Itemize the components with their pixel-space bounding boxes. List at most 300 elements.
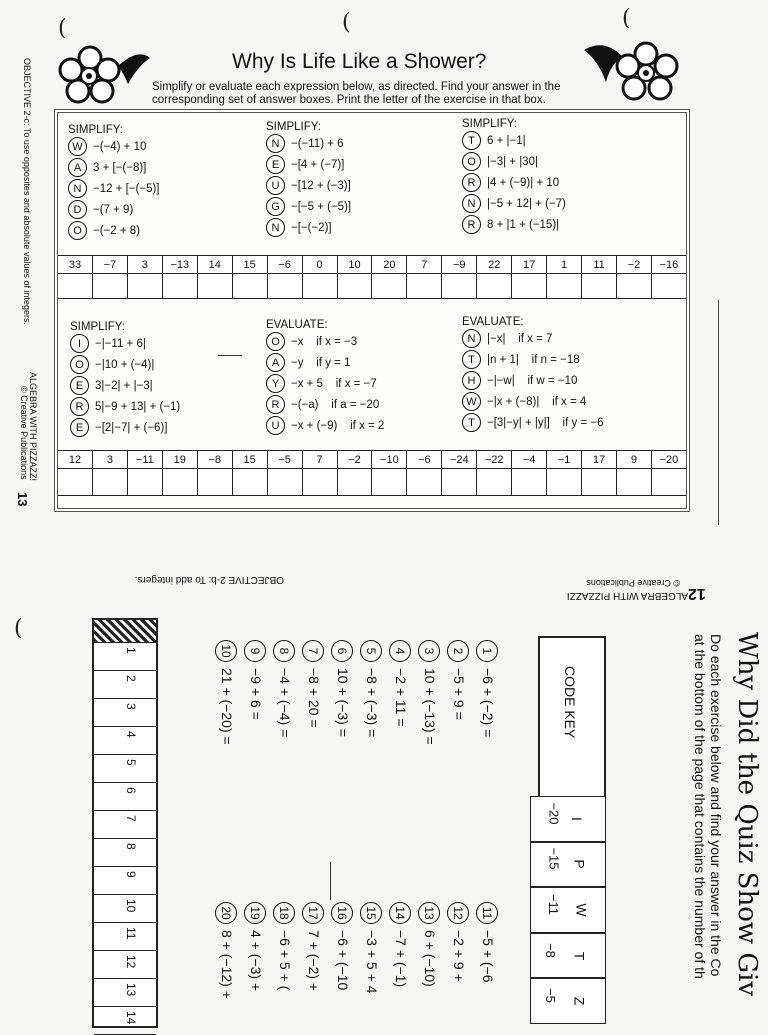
answer-value: 3 — [93, 451, 127, 469]
answer-box[interactable] — [547, 256, 582, 298]
code-key-value: −8 — [542, 942, 558, 958]
answer-value: 0 — [303, 256, 337, 274]
exercise-number: 10 — [215, 640, 237, 662]
exercise-expression: 7 + (−2) + — [306, 930, 322, 992]
exercise-item — [266, 217, 456, 238]
exercise-number: 15 — [360, 902, 382, 924]
code-key-grid — [530, 796, 606, 1024]
exercise-number: 14 — [389, 902, 411, 924]
exercise-number: 2 — [447, 640, 469, 662]
letter-circle: H — [462, 371, 481, 390]
answer-box[interactable] — [268, 256, 303, 298]
punch-hole-left: ( — [58, 16, 67, 41]
expression: −|10 + (−4)| — [95, 358, 155, 371]
flower-icon-right — [584, 40, 684, 108]
expression: −(−a) if a = −20 — [291, 398, 380, 411]
strip-cells — [94, 643, 156, 1035]
sidebar-objective: OBJECTIVE 2-c: To use opposites and absolute values of integers. — [22, 58, 32, 325]
exercise-expression: −4 + (−4) = — [277, 668, 293, 738]
section-bottom-2 — [266, 319, 456, 436]
exercise-item — [70, 354, 260, 375]
item-list — [462, 328, 682, 433]
sidebar-publisher: © Creative Publications — [19, 386, 29, 480]
quiz-exercise — [447, 640, 469, 720]
page-title-rotated: Why Did the Quiz Show Giv — [732, 632, 762, 997]
strip-number: 6 — [124, 787, 138, 794]
answer-value: 19 — [163, 451, 197, 469]
section-heading: EVALUATE: — [462, 316, 524, 328]
section-bottom-3 — [462, 316, 682, 433]
expression: −12 + [−(−5)] — [93, 182, 160, 195]
strip-number: 11 — [124, 927, 138, 940]
section-bottom-1 — [70, 321, 260, 438]
exercise-item — [462, 214, 677, 235]
punch-hole-bottom: ( — [14, 616, 23, 641]
exercise-item — [462, 370, 682, 391]
answer-value: 1 — [547, 256, 581, 274]
answer-box[interactable] — [58, 451, 93, 495]
answer-boxes-bottom — [58, 450, 686, 496]
exercise-expression: 6 + (−10) — [422, 930, 438, 987]
exercise-number: 8 — [273, 640, 295, 662]
letter-circle: O — [68, 221, 87, 240]
strip-cell[interactable] — [94, 671, 156, 699]
exercise-expression: −7 + (−1) — [393, 930, 409, 988]
sidebar-book: ALGEBRA WITH PIZZAZZ! — [28, 372, 38, 482]
exercise-number: 7 — [302, 640, 324, 662]
exercise-item — [462, 193, 677, 214]
answer-value: 11 — [582, 256, 616, 274]
quiz-exercise — [215, 640, 237, 745]
exercise-number: 5 — [360, 640, 382, 662]
letter-circle: N — [266, 218, 285, 237]
letter-circle: W — [68, 137, 87, 156]
exercise-column-right — [200, 902, 500, 1024]
letter-circle: R — [70, 397, 89, 416]
answer-box[interactable] — [198, 451, 233, 495]
exercise-item — [266, 175, 456, 196]
instructions: Simplify or evaluate each expression below, as directed. Find your answer in the corresponding set of answer boxes. Print the letter of the exercise in that box. — [152, 81, 561, 106]
answer-box[interactable] — [128, 451, 163, 495]
expression: −|−11 + 6| — [95, 337, 146, 350]
exercise-item — [462, 391, 682, 412]
exercise-item — [462, 412, 682, 433]
expression: 6 + |−1| — [487, 134, 526, 147]
letter-circle: Y — [266, 374, 285, 393]
exercise-expression: 21 + (−20) = — [219, 668, 235, 745]
letter-circle: N — [462, 329, 481, 348]
divider-line — [330, 862, 331, 900]
exercise-expression: −6 + 5 + ( — [277, 930, 293, 991]
expression: −(−4) + 10 — [93, 140, 147, 153]
strip-number: 14 — [124, 1011, 138, 1025]
code-key-row — [530, 796, 606, 842]
exercise-item — [462, 130, 677, 151]
objective-upside-down: OBJECTIVE 2-b: To add integers. — [134, 574, 284, 585]
exercise-expression: 10 + (−13) = — [422, 668, 438, 745]
margin-line — [718, 300, 719, 525]
section-top-3 — [462, 118, 677, 235]
strip-cell[interactable] — [94, 951, 156, 979]
code-key-letter: I — [568, 816, 585, 821]
letter-circle: I — [70, 334, 89, 353]
answer-value: 12 — [58, 451, 92, 469]
expression: −[3|−y| + |y|] if y = −6 — [487, 416, 604, 429]
answer-box[interactable] — [338, 256, 373, 298]
code-key-row — [530, 978, 606, 1024]
publisher-upside-down: © Creative Publications — [586, 578, 680, 588]
exercise-expression: 4 + (−3) + — [248, 930, 264, 992]
answer-value: −13 — [163, 256, 197, 274]
letter-circle: A — [266, 353, 285, 372]
expression: |−x| if x = 7 — [487, 332, 553, 345]
strip-cell[interactable] — [94, 839, 156, 867]
answer-value: 17 — [582, 451, 616, 469]
expression: −|−w| if w = −10 — [487, 374, 578, 387]
punch-hole-middle: ( — [342, 10, 351, 35]
exercise-expression: −8 + (−3) = — [364, 668, 380, 738]
answer-value: −20 — [652, 451, 686, 469]
letter-circle: E — [266, 155, 285, 174]
item-list — [70, 333, 260, 438]
answer-value: 20 — [372, 256, 406, 274]
quiz-exercise — [418, 902, 440, 987]
expression: −(−11) + 6 — [291, 137, 344, 150]
letter-circle: T — [462, 131, 481, 150]
answer-value: −5 — [268, 451, 302, 469]
answer-value: 17 — [512, 256, 546, 274]
page-title: Why Is Life Like a Shower? — [232, 50, 487, 73]
quiz-exercise — [360, 902, 382, 993]
strip-number: 7 — [124, 815, 138, 822]
answer-box[interactable] — [407, 256, 442, 298]
exercise-number: 19 — [244, 902, 266, 924]
answer-box[interactable] — [617, 256, 652, 298]
page-number: 13 — [15, 492, 30, 507]
strip-cell[interactable] — [94, 699, 156, 727]
item-list — [266, 331, 456, 436]
exercise-column-left — [200, 640, 500, 800]
answer-value: −16 — [652, 256, 686, 274]
answer-box[interactable] — [233, 451, 268, 495]
code-key-row — [530, 933, 606, 979]
exercise-number: 11 — [476, 902, 498, 924]
strip-cell[interactable] — [94, 979, 156, 1007]
letter-circle: U — [266, 416, 285, 435]
answer-value: 3 — [128, 256, 162, 274]
expression: |−5 + 12| + (−7) — [487, 197, 566, 210]
item-list — [68, 136, 258, 241]
answer-box[interactable] — [303, 256, 338, 298]
answer-box[interactable] — [93, 256, 128, 298]
exercise-expression: −3 + 5 + 4 — [364, 930, 380, 994]
answer-box[interactable] — [582, 256, 617, 298]
code-key-row — [530, 887, 606, 933]
exercise-item — [68, 220, 258, 241]
strip-cell[interactable] — [94, 895, 156, 923]
strip-number: 8 — [124, 843, 138, 850]
strip-cell[interactable] — [94, 811, 156, 839]
exercise-item — [68, 199, 258, 220]
exercise-item — [266, 331, 456, 352]
answer-box[interactable] — [303, 451, 338, 495]
instructions-line-1: Do each exercise below and find your answer in the Co — [708, 634, 724, 977]
expression: −(7 + 9) — [93, 203, 134, 216]
strip-cell[interactable] — [94, 923, 156, 951]
letter-circle: O — [462, 152, 481, 171]
answer-value: −2 — [338, 451, 372, 469]
strip-number: 1 — [124, 647, 138, 654]
strip-cell[interactable] — [94, 727, 156, 755]
letter-circle: E — [70, 376, 89, 395]
expression: −x + (−9) if x = 2 — [291, 419, 385, 432]
section-top-1 — [68, 124, 258, 241]
exercise-item — [68, 136, 258, 157]
answer-box[interactable] — [582, 451, 617, 495]
punch-hole-right: ( — [622, 6, 631, 31]
expression: −[4 + (−7)] — [291, 158, 345, 171]
answer-value: −24 — [442, 451, 476, 469]
answer-box[interactable] — [442, 451, 477, 495]
answer-box[interactable] — [512, 451, 547, 495]
answer-value: 15 — [233, 256, 267, 274]
quiz-exercise — [302, 640, 324, 728]
exercise-number: 17 — [302, 902, 324, 924]
answer-box[interactable] — [93, 451, 128, 495]
exercise-item — [462, 328, 682, 349]
exercise-item — [68, 157, 258, 178]
code-key-value: −5 — [542, 988, 558, 1004]
expression: −y if y = 1 — [291, 356, 351, 369]
answer-value: 15 — [233, 451, 267, 469]
answer-box[interactable] — [338, 451, 373, 495]
exercise-item — [266, 394, 456, 415]
exercise-number: 20 — [215, 902, 237, 924]
expression: 3|−2| + |−3| — [95, 379, 153, 392]
exercise-expression: 10 + (−3) = — [335, 668, 351, 737]
answer-box[interactable] — [652, 451, 686, 495]
expression: |n + 1| if n = −18 — [487, 353, 580, 366]
answer-box[interactable] — [58, 256, 93, 298]
code-key-row — [530, 842, 606, 888]
expression: −[−5 + (−5)] — [291, 200, 352, 213]
exercise-expression: −5 + (−6 — [480, 930, 496, 983]
exercise-item — [462, 349, 682, 370]
letter-circle: O — [266, 332, 285, 351]
answer-box[interactable] — [617, 451, 652, 495]
quiz-exercise — [302, 902, 324, 991]
quiz-exercise — [331, 640, 353, 737]
strip-number: 10 — [124, 899, 138, 913]
exercise-number: 9 — [244, 640, 266, 662]
answer-value: −7 — [93, 256, 127, 274]
strip-number: 2 — [124, 675, 138, 682]
exercise-expression: −6 + (−10 — [335, 930, 351, 991]
exercise-number: 16 — [331, 902, 353, 924]
exercise-item — [68, 178, 258, 199]
letter-circle: T — [462, 350, 481, 369]
exercise-expression: −2 + 9 + — [451, 930, 467, 982]
exercise-expression: −5 + 9 = — [451, 668, 467, 720]
exercise-number: 13 — [418, 902, 440, 924]
section-heading: EVALUATE: — [266, 319, 328, 331]
letter-circle: E — [70, 418, 89, 437]
answer-box[interactable] — [372, 256, 407, 298]
expression: −(−2 + 8) — [93, 224, 140, 237]
expression: |−3| + |30| — [487, 155, 538, 168]
answer-value: 7 — [407, 256, 441, 274]
answer-value: 22 — [477, 256, 511, 274]
quiz-exercise — [244, 640, 266, 720]
exercise-item — [70, 375, 260, 396]
expression: −x + 5 if x = −7 — [291, 377, 377, 390]
quiz-exercise — [389, 640, 411, 727]
letter-circle: O — [70, 355, 89, 374]
exercise-item — [266, 352, 456, 373]
quiz-exercise — [476, 640, 498, 737]
answer-value: 10 — [338, 256, 372, 274]
expression: 3 + [−(−8)] — [93, 161, 147, 174]
letter-circle: R — [462, 215, 481, 234]
answer-box[interactable] — [233, 256, 268, 298]
expression: 5|−9 + 13| + (−1) — [95, 400, 181, 413]
expression: −|x + (−8)| if x = 4 — [487, 395, 587, 408]
answer-value: −9 — [442, 256, 476, 274]
answer-value: −2 — [617, 256, 651, 274]
section-heading: SIMPLIFY: — [462, 118, 517, 130]
quiz-exercise — [273, 640, 295, 737]
answer-value: 9 — [617, 451, 651, 469]
answer-box[interactable] — [407, 451, 442, 495]
quiz-exercise — [447, 902, 469, 982]
quiz-exercise — [215, 902, 237, 999]
quiz-exercise — [331, 902, 353, 990]
expression: 8 + |1 + (−15)| — [487, 218, 560, 231]
quiz-exercise — [244, 902, 266, 991]
item-list — [462, 130, 677, 235]
letter-circle: N — [266, 134, 285, 153]
answer-value: −6 — [407, 451, 441, 469]
answer-box[interactable] — [477, 451, 512, 495]
answer-box[interactable] — [652, 256, 686, 298]
strip-number: 13 — [124, 983, 138, 997]
answer-value: −22 — [477, 451, 511, 469]
exercise-number: 1 — [476, 640, 498, 662]
answer-box[interactable] — [163, 256, 198, 298]
exercise-item — [266, 133, 456, 154]
answer-box[interactable] — [198, 256, 233, 298]
answer-value: 33 — [58, 256, 92, 274]
answer-box[interactable] — [477, 256, 512, 298]
expression: |4 + (−9)| + 10 — [487, 176, 560, 189]
code-key-letter: Z — [571, 996, 588, 1006]
strip-cell[interactable] — [94, 755, 156, 783]
answer-value: 14 — [198, 256, 232, 274]
section-heading: SIMPLIFY: — [68, 124, 123, 136]
instructions-line-2: at the bottom of the page that contains the number of th — [692, 634, 708, 979]
exercise-expression: −8 + 20 = — [306, 668, 322, 728]
letter-circle: D — [68, 200, 87, 219]
page-number-upside-down: 12 — [688, 585, 706, 602]
answer-box[interactable] — [547, 451, 582, 495]
exercise-number: 6 — [331, 640, 353, 662]
flower-icon-left — [58, 44, 150, 108]
expression: −[2|−7| + (−6)] — [95, 421, 168, 434]
expression: −[−(−2)] — [291, 221, 332, 234]
exercise-number: 12 — [447, 902, 469, 924]
answer-box[interactable] — [512, 256, 547, 298]
strip-number: 4 — [124, 731, 138, 738]
item-list — [266, 133, 456, 238]
answer-value: −6 — [268, 256, 302, 274]
exercise-item — [266, 373, 456, 394]
answer-strip — [92, 618, 158, 1028]
exercise-number: 3 — [418, 640, 440, 662]
letter-circle: T — [462, 413, 481, 432]
expression: −x if x = −3 — [291, 335, 358, 348]
exercise-expression: 8 + (−12) + — [219, 930, 235, 999]
code-key-letter: P — [571, 859, 588, 870]
strip-number: 3 — [124, 703, 138, 710]
exercise-item — [266, 196, 456, 217]
quiz-exercise — [476, 902, 498, 983]
exercise-item — [70, 396, 260, 417]
letter-circle: W — [462, 392, 481, 411]
exercise-item — [70, 417, 260, 438]
answer-box[interactable] — [442, 256, 477, 298]
answer-boxes-top — [58, 255, 686, 299]
code-key-value: −15 — [546, 847, 562, 870]
section-heading: SIMPLIFY: — [70, 321, 125, 333]
quiz-exercise — [273, 902, 295, 990]
answer-value: −8 — [198, 451, 232, 469]
letter-circle: R — [462, 173, 481, 192]
quiz-exercise — [360, 640, 382, 737]
answer-box[interactable] — [268, 451, 303, 495]
strip-cell[interactable] — [94, 867, 156, 895]
section-top-2 — [266, 121, 456, 238]
strip-cell[interactable] — [94, 783, 156, 811]
strip-number: 12 — [124, 955, 138, 969]
exercise-item — [266, 415, 456, 436]
answer-box[interactable] — [372, 451, 407, 495]
answer-value: −1 — [547, 451, 581, 469]
code-key-value: −11 — [546, 893, 562, 916]
letter-circle: A — [68, 158, 87, 177]
letter-circle: R — [266, 395, 285, 414]
strip-cell[interactable] — [94, 1007, 156, 1035]
answer-value: −10 — [372, 451, 406, 469]
letter-circle: N — [68, 179, 87, 198]
answer-value: −11 — [128, 451, 162, 469]
strip-cell[interactable] — [94, 643, 156, 671]
exercise-item — [462, 172, 677, 193]
strip-number: 5 — [124, 759, 138, 766]
book-upside-down: ALGEBRA WITH PIZZAZZI — [566, 590, 688, 601]
code-key-value: −20 — [546, 802, 562, 825]
exercise-item — [462, 151, 677, 172]
blank-line — [218, 355, 242, 356]
answer-box[interactable] — [163, 451, 198, 495]
expression: −[12 + (−3)] — [291, 179, 351, 192]
quiz-exercise — [389, 902, 411, 987]
answer-value: 7 — [303, 451, 337, 469]
answer-box[interactable] — [128, 256, 163, 298]
section-heading: SIMPLIFY: — [266, 121, 321, 133]
letter-circle: N — [462, 194, 481, 213]
letter-circle: G — [266, 197, 285, 216]
quiz-exercise — [418, 640, 440, 745]
